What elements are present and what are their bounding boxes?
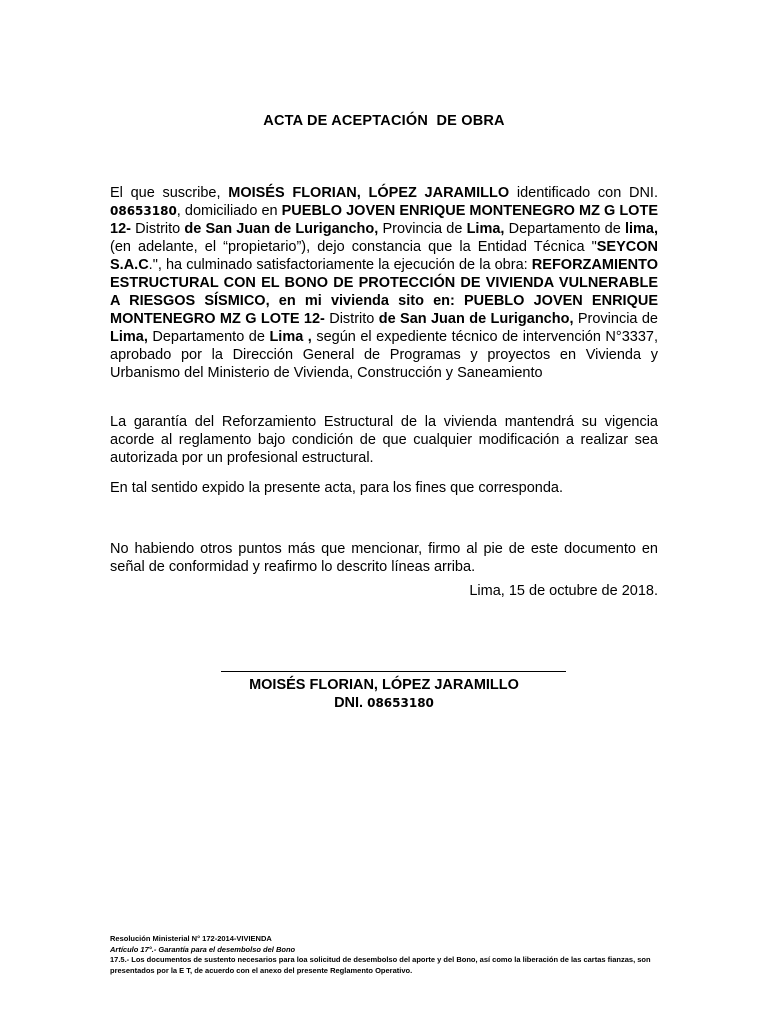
dni-number: 08653180	[367, 696, 434, 710]
text-run: Distrito	[324, 311, 379, 327]
paragraph-issuance	[110, 479, 658, 497]
text-run: (en adelante, el “propietario”), dejo constancia que la Entidad Técnica "	[110, 239, 597, 255]
signer-name: MOISÉS FLORIAN, LÓPEZ JARAMILLO	[249, 677, 519, 693]
owner-name: MOISÉS FLORIAN, LÓPEZ JARAMILLO	[228, 185, 510, 201]
address: PUEBLO JOVEN ENRIQUE MONTENEGRO MZ G LOTE 12-	[110, 203, 658, 237]
text-run: Provincia de	[378, 221, 467, 237]
text-run: Departamento de	[147, 329, 270, 345]
footer-note	[110, 934, 660, 976]
entity-name: SEYCON S.A.C	[110, 239, 658, 273]
document-title: ACTA DE ACEPTACIÓN DE OBRA	[263, 113, 505, 129]
text-run: según el expediente técnico de intervención N°3337, aprobado por la Dirección General de Programas y proyectos en Vivienda y Urbanismo del Ministerio de Vivienda, Construcción y Saneamiento	[110, 329, 658, 381]
province: Lima,	[110, 329, 148, 345]
text-run: Departamento de	[504, 221, 625, 237]
dni-label: DNI.	[334, 695, 368, 711]
department: lima,	[624, 221, 658, 237]
text-run: Distrito	[130, 221, 185, 237]
signature-line	[221, 671, 566, 672]
text-run: .", ha culminado satisfactoriamente la ejecución de la obra:	[148, 257, 532, 273]
text-run: , domiciliado en	[176, 203, 282, 219]
district: de San Juan de Lurigancho,	[378, 311, 574, 327]
paragraph-declaration	[110, 184, 658, 382]
footer-resolution: Resolución Ministerial N° 172-2014-VIVIENDA	[110, 934, 272, 943]
province: Lima,	[466, 221, 505, 237]
footer-article: Artículo 17°.- Garantía para el desembolso del Bono	[110, 944, 296, 954]
guarantee-text: La garantía del Reforzamiento Estructural de la vivienda mantendrá su vigencia acorde al reglamento bajo condición de que cualquier modificación a realizar sea autorizada por un profesional estructural.	[110, 414, 658, 466]
district: de San Juan de Lurigancho,	[184, 221, 379, 237]
dni-number: 08653180	[110, 204, 177, 218]
issuance-text: En tal sentido expido la presente acta, para los fines que corresponda.	[110, 480, 564, 496]
text-run: identificado con DNI.	[509, 185, 658, 201]
text-run: El que suscribe,	[110, 185, 229, 201]
footer-clause: 17.5.- Los documentos de sustento necesarios para loa solicitud de desembolso del aporte y del Bono, así como la liberación de las cartas fianzas, son presentados por la E T, de acuerdo con el anexo del presente Reglamento Operativo.	[110, 955, 651, 975]
paragraph-guarantee	[110, 413, 658, 467]
document-date: Lima, 15 de octubre de 2018.	[469, 583, 658, 599]
text-run: Provincia de	[573, 311, 658, 327]
paragraph-closing	[110, 540, 658, 576]
department: Lima ,	[269, 329, 312, 345]
work-description: REFORZAMIENTO ESTRUCTURAL CON EL BONO DE PROTECCIÓN DE VIVIENDA VULNERABLE A RIESGOS SÍSMICO, en mi vivienda sito en: PUEBLO JOVEN ENRIQUE MONTENEGRO MZ G LOTE 12-	[110, 257, 658, 327]
closing-text: No habiendo otros puntos más que mencionar, firmo al pie de este documento en señal de conformidad y reafirmo lo descrito líneas arriba.	[110, 541, 658, 575]
signer-dni	[0, 695, 768, 711]
